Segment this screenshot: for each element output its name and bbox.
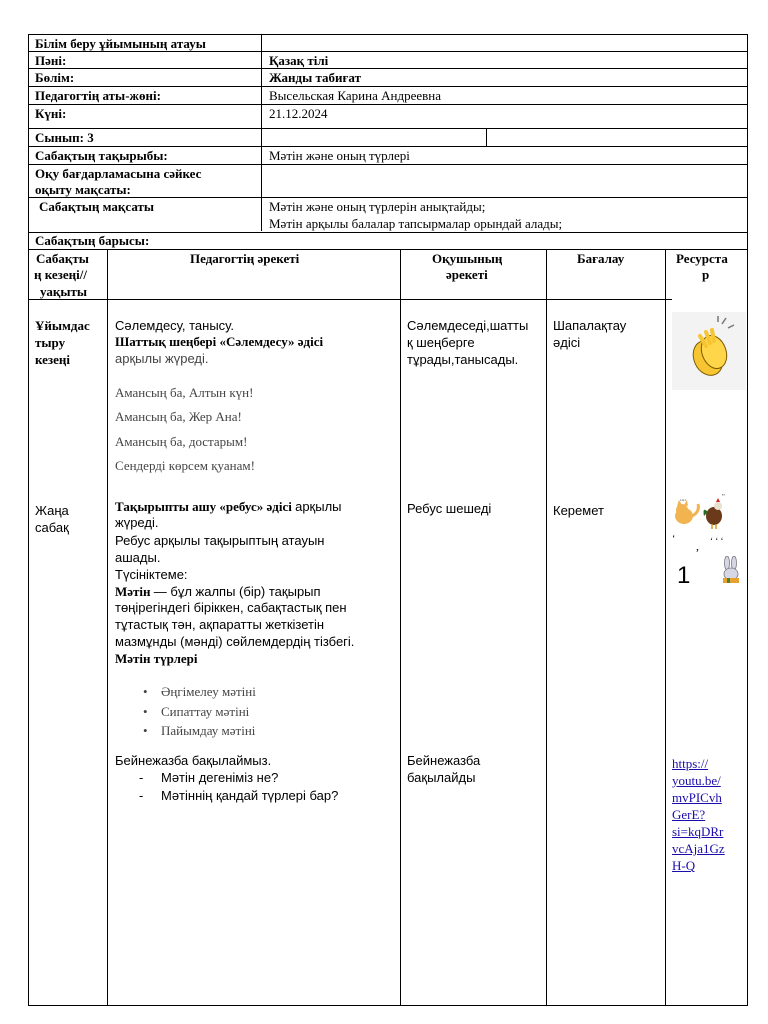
video-line: Бейнежазба бақылаймыз. — [115, 753, 272, 768]
rebus-desc-1: Ребус арқылы тақырыптың атауын — [115, 533, 325, 548]
teacher-label: Педагогтің аты-жөні: — [35, 88, 161, 103]
list-item: • Пайымдау мәтіні — [115, 723, 395, 739]
aim-value-1: Мәтін және оның түрлерін анықтайды; — [269, 199, 486, 214]
text-types-list — [115, 684, 395, 743]
list-item: - Мәтін дегеніміз не? — [115, 770, 395, 786]
cat-icon — [675, 500, 698, 524]
goals-label: Оқу бағдарламасына сәйкес — [35, 166, 202, 181]
stage2-assess: Керемет — [553, 503, 604, 518]
org-label: Білім беру ұйымының атауы — [35, 36, 206, 51]
definition-line-3: тұтастық тән, ақпаратты жеткізетін — [115, 617, 325, 632]
col-resource-1: Ресурста — [676, 251, 728, 266]
col-teacher: Педагогтің әрекеті — [190, 251, 300, 266]
stage1-student-3: тұрады,танысады. — [407, 352, 519, 367]
col-student-1: Оқушының — [432, 251, 503, 266]
student-video-2: бақылайды — [407, 770, 476, 785]
clapping-hands-icon — [672, 312, 746, 390]
stage1-method-rest: арқылы жүреді. — [115, 351, 209, 366]
poem-line-4: Сендерді көрсем қуанам! — [115, 458, 255, 473]
svg-text:‘ ‘ ‘: ‘ ‘ ‘ — [710, 536, 724, 546]
col-stage-2: ң кезеңі// — [34, 267, 87, 282]
col-stage-3: уақыты — [40, 284, 88, 299]
stage1-name-2: тыру — [35, 335, 66, 350]
svg-text:,,,,: ,,,, — [680, 496, 686, 502]
date-value: 21.12.2024 — [269, 106, 328, 121]
col-student-2: әрекеті — [446, 267, 488, 282]
section-label: Бөлім: — [35, 70, 75, 85]
subject-label: Пәні: — [35, 53, 67, 68]
section-value: Жанды табиғат — [269, 70, 361, 85]
rebus-digit: 1 — [677, 562, 691, 589]
rabbit-icon — [718, 556, 744, 584]
svg-text:": " — [722, 494, 725, 501]
definition-line-2: төңірегіндегі біріккен, сабақтастық пен — [115, 600, 347, 615]
student-rebus: Ребус шешеді — [407, 501, 492, 516]
stage2-name-2: сабақ — [35, 520, 69, 535]
subject-value: Қазақ тілі — [269, 53, 329, 68]
rebus-desc-2: ашады. — [115, 550, 161, 565]
video-link[interactable]: https:// youtu.be/ mvPICvh GerE? si=kqDRr vcAja1Gz H-Q — [672, 756, 725, 873]
list-item: • Әңгімелеу мәтіні — [115, 684, 395, 700]
definition-line-1: Мәтін — бұл жалпы (бір) тақырып — [115, 584, 321, 599]
teacher-value: Высельская Карина Андреевна — [269, 88, 441, 103]
date-label: Күні: — [35, 106, 67, 121]
stage1-method: Шаттық шеңбері «Сәлемдесу» әдісі — [115, 334, 324, 349]
progress-label: Сабақтың барысы: — [35, 233, 150, 248]
student-video-1: Бейнежазба — [407, 753, 481, 768]
poem-line-1: Амансың ба, Алтын күн! — [115, 385, 254, 400]
stage1-student-2: қ шеңберге — [407, 335, 475, 350]
stage1-name-3: кезеңі — [35, 352, 71, 367]
aim-label: Сабақтың мақсаты — [39, 199, 155, 214]
goals-label-2: оқыту мақсаты: — [35, 182, 131, 197]
rebus-method: Тақырыпты ашу «ребус» әдісі арқылы — [115, 499, 342, 514]
definition-line-4: мазмұнды (мәнді) сөйлемдердің тізбегі. — [115, 634, 355, 649]
list-item: • Сипаттау мәтіні — [115, 704, 395, 720]
svg-text:‘: ‘ — [672, 534, 676, 545]
header-divider — [261, 34, 262, 231]
explain-label: Түсініктеме: — [115, 567, 188, 582]
questions-list — [115, 770, 395, 805]
stage2-name-1: Жаңа — [35, 503, 69, 518]
class-label: Сынып: 3 — [35, 130, 94, 145]
stage1-greeting: Сәлемдесу, танысу. — [115, 318, 234, 333]
col-stage-1: Сабақты — [36, 251, 89, 266]
list-item: - Мәтіннің қандай түрлері бар? — [115, 788, 395, 804]
columns-header-line — [28, 299, 672, 300]
stage1-student-1: Сәлемдеседі,шатты — [407, 318, 529, 333]
class-row-divider — [486, 128, 487, 146]
rebus-line2: жүреді. — [115, 515, 159, 530]
topic-label: Сабақтың тақырыбы: — [35, 148, 168, 163]
poem-line-2: Амансың ба, Жер Ана! — [115, 409, 242, 424]
aim-value-2: Мәтін арқылы балалар тапсырмалар орындай алады; — [269, 216, 563, 231]
col-assessment: Бағалау — [577, 251, 625, 266]
col-resource-2: р — [702, 267, 710, 282]
types-title: Мәтін түрлері — [115, 651, 198, 666]
poem-line-3: Амансың ба, достарым! — [115, 434, 248, 449]
stage1-name-1: Ұйымдас — [35, 318, 90, 333]
svg-text:,: , — [696, 539, 699, 553]
topic-value: Мәтін және оның түрлері — [269, 148, 410, 163]
rooster-icon — [704, 498, 723, 529]
stage1-assess-1: Шапалақтау — [553, 318, 627, 333]
stage1-assess-2: әдісі — [553, 335, 581, 350]
